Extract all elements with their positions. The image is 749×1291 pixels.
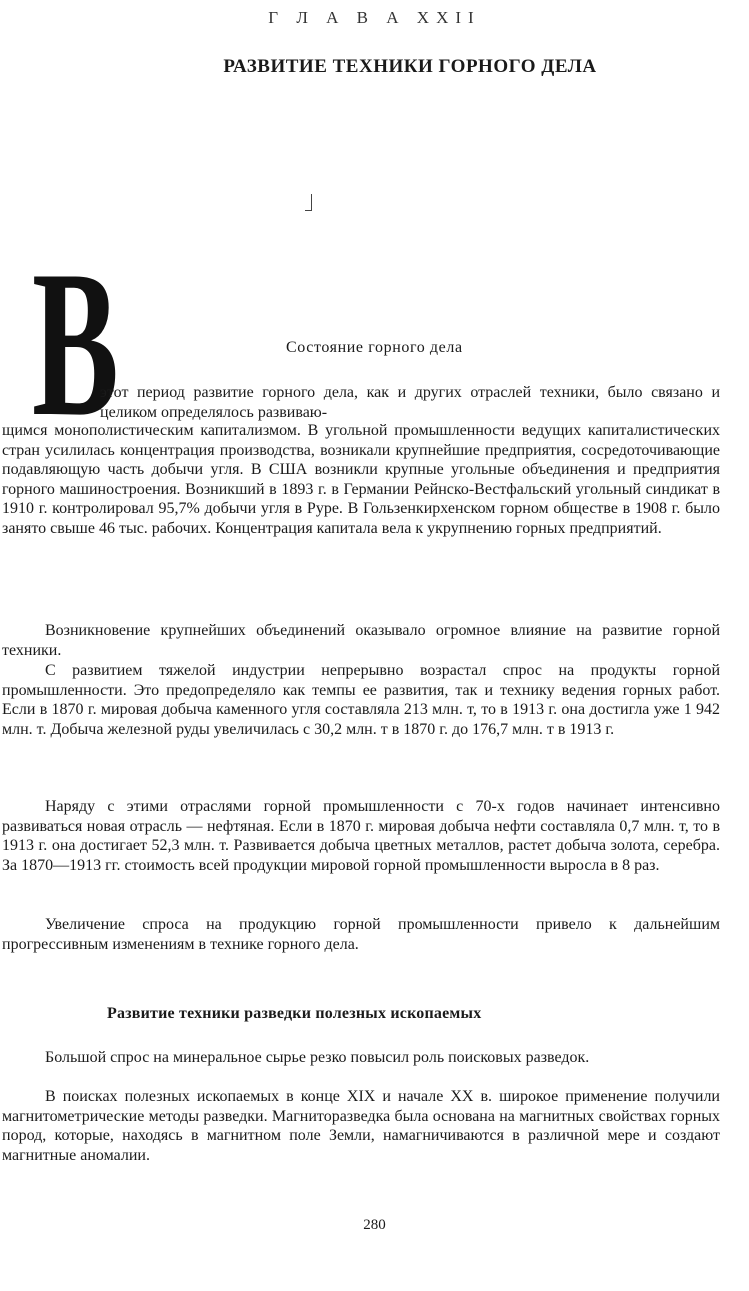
page-title: РАЗВИТИЕ ТЕХНИКИ ГОРНОГО ДЕЛА (223, 56, 597, 77)
page-number: 280 (363, 1217, 386, 1233)
paragraph-progress: Увеличение спроса на продукцию горной промышленности привело к дальнейшим прогрессивным изменениям в технике горного дела. (2, 916, 720, 953)
paragraph-associations: Возникновение крупнейших объединений оказывало огромное влияние на развитие горной техники. (2, 622, 720, 659)
paragraph-magnetometry: В поисках полезных ископаемых в конце XIX и начале XX в. широкое применение получили магнитометрические методы разведки. Магниторазведка была основана на магнитных свойствах горных пород, которые, находясь в магнитном поле Земли, намагничиваются в различной мере и создают магнитные аномалии. (2, 1088, 720, 1164)
paragraph-intro-first-line: этот период развитие горного дела, как и других отраслей техники, было связано и целиком определялось развиваю- (100, 384, 720, 421)
section-heading-exploration: Развитие техники разведки полезных ископаемых (107, 1005, 482, 1022)
chapter-label: Г Л А В А XXII (268, 8, 481, 27)
paragraph-intro: щимся монополистическим капитализмом. В угольной промышленности ведущих капиталистических стран усилилась концентрация производства, возникали крупнейшие предприятия, сосредоточивающие подавляющую часть добычи угля. В США возникли крупные угольные объединения и предприятия горного машиностроения. Возникший в 1893 г. в Германии Рейнско-Вестфальский угольный синдикат в 1910 г. контролировал 95,7% добычи угля в Руре. В Гользенкирхенском горном обществе в 1908 г. было занято свыше 46 тыс. рабочих. Концентрация капитала вела к укрупнению горных предприятий. (2, 422, 720, 537)
section-heading-state: Состояние горного дела (286, 339, 463, 356)
drop-cap: В (32, 228, 119, 460)
paragraph-exploration: Большой спрос на минеральное сырье резко повысил роль поисковых разведок. (45, 1049, 590, 1066)
paragraph-demand: С развитием тяжелой индустрии непрерывно возрастал спрос на продукты горной промышленности. Это предопределяло как темпы ее развития, так и технику ведения горных работ. Если в 1870 г. мировая добыча каменного угля составляла 213 млн. т, то в 1913 г. она достигла уже 1 942 млн. т. Добыча железной руды увеличилась с 30,2 млн. т в 1870 г. до 176,7 млн. т в 1913 г. (2, 662, 720, 738)
paragraph-oil: Наряду с этими отраслями горной промышленности с 70-х годов начинает интенсивно развиваться новая отрасль — нефтяная. Если в 1870 г. мировая добыча нефти составляла 0,7 млн. т, то в 1913 г. она достигает 52,3 млн. т. Развивается добыча цветных металлов, растет добыча золота, серебра. За 1870—1913 гг. стоимость всей продукции мировой горной промышленности выросла в 8 раз. (2, 798, 720, 874)
ornament-mark (311, 194, 312, 210)
ornament-mark-base (305, 210, 312, 211)
